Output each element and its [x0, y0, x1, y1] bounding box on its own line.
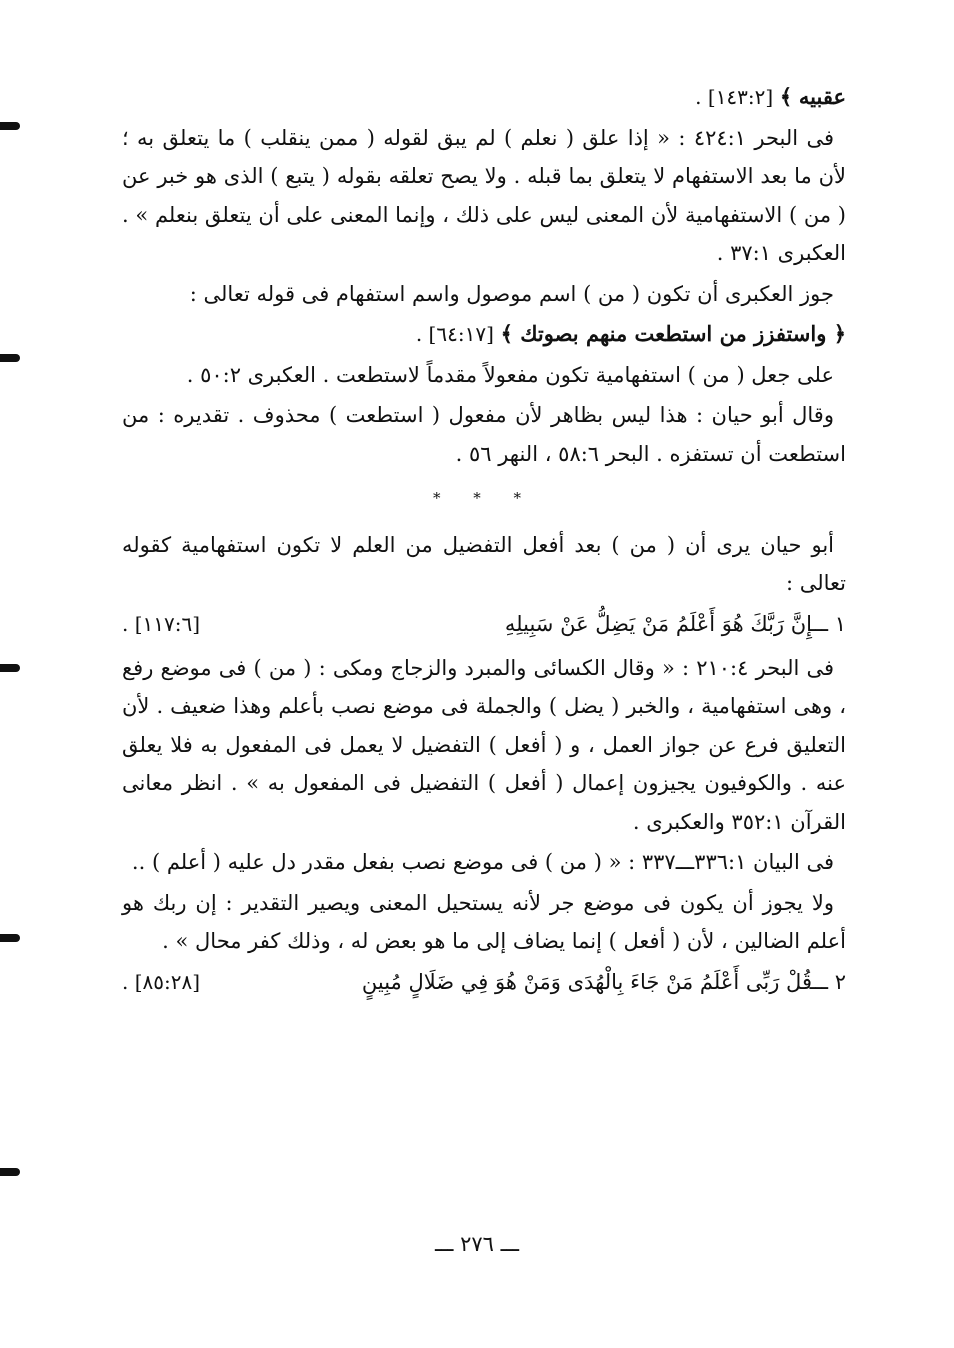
- quran-brace: ﴾: [779, 84, 793, 109]
- page-body: [122, 78, 846, 1268]
- quran-verse-line: [122, 315, 846, 354]
- verse-number: ١ ـــ: [809, 611, 846, 636]
- paragraph: جوز العكبرى أن تكون ( من ) اسم موصول واسم استفهام فى قوله تعالى :: [189, 281, 834, 306]
- paragraph: ولا يجوز أن يكون فى موضع جر لأنه يستحيل المعنى ويصير التقدير : إن ربك هو أعلم الضالين ، لأن ( أفعل ) إنما يضاف إلى ما هو بعض له ، وذلك كفر محال » .: [122, 890, 846, 953]
- binding-mark: [0, 354, 20, 362]
- paragraph: فى البحر ٢١٠:٤ : « وقال الكسائى والمبرد والزجاج ومكى : ( من ) فى موضع رفع ، وهى استفهامية ، والخبر ( يضل ) والجملة فى موضع نصب بأعلم وهذا ضعيف . لأن التعليق فرع عن جواز العمل ، و ( أفعل ) التفضيل لا يعمل فى المفعول به فلا يعلق عنه . والكوفيون يجيزون إعمال ( أفعل ) التفضيل فى المفعول به » . انظر معانى القرآن ٣٥٢:١ والعكبرى .: [122, 655, 846, 834]
- binding-mark: [0, 934, 20, 942]
- binding-mark: [0, 664, 20, 672]
- verse-reference: [٦٤:١٧] .: [415, 322, 494, 346]
- heading-line: [122, 78, 846, 117]
- paragraph: على جعل ( من ) استفهامية تكون مفعولاً مقدماً لاستطعت . العكبرى ٥٠:٢ .: [186, 362, 834, 387]
- quran-verse: ﴿ واستفزز من استطعت منهم بصوتك ﴾: [500, 321, 846, 346]
- paragraph: أبو حيان يرى أن ( من ) بعد أفعل التفضيل من العلم لا تكون استفهامية كقوله تعالى :: [122, 532, 846, 595]
- heading-word: عقبيه: [798, 84, 846, 109]
- paragraph: فى البيان ٣٣٦:١ـــ٣٣٧ : « ( من ) فى موضع نصب بفعل مقدر دل عليه ( أعلم ) ..: [131, 850, 834, 874]
- verse-reference: [١٤٣:٢] .: [695, 85, 774, 109]
- page-number: ـــ ٢٧٦ ـــ: [434, 1232, 520, 1256]
- paragraph: وقال أبو حيان : هذا ليس بظاهر لأن مفعول ( استطعت ) محذوف . تقديره : من استطعت أن تستفزه . البحر ٥٨:٦ ، النهر ٥٦ .: [122, 403, 846, 466]
- paragraph: فى البحر ٤٢٤:١ : « إذا علق ( نعلم ) لم يبق لقوله ( ممن ينقلب ) ما يتعلق به ؛ لأن ما بعد الاستفهام لا يتعلق بما قبله . ولا يصح تعلقه بقوله ( يتبع ) الذى هو خبر عن ( من ) الاستفهامية لأن المعنى ليس على ذلك ، وإنما المعنى على أن يتعلق بنعلم » . العكبرى ٣٧:١ .: [122, 125, 846, 265]
- verse-reference: [٨٥:٢٨] .: [122, 969, 201, 994]
- binding-mark: [0, 122, 20, 130]
- verse-reference: [١١٧:٦] .: [122, 611, 201, 636]
- quran-verse: إِنَّ رَبَّكَ هُوَ أَعْلَمُ مَنْ يَضِلُّ عَنْ سَبِيلِهِ: [504, 611, 812, 636]
- quran-verse: قُلْ رَبِّى أَعْلَمُ مَنْ جَاءَ بِالْهُدَى وَمَنْ هُوَ فِي ضَلَالٍ مُبِينٍ: [361, 969, 812, 994]
- binding-mark: [0, 1168, 20, 1176]
- verse-number: ٢ ـــ: [809, 969, 846, 994]
- numbered-verse: [122, 963, 846, 1003]
- section-divider: * * *: [432, 489, 536, 507]
- numbered-verse: [122, 605, 846, 645]
